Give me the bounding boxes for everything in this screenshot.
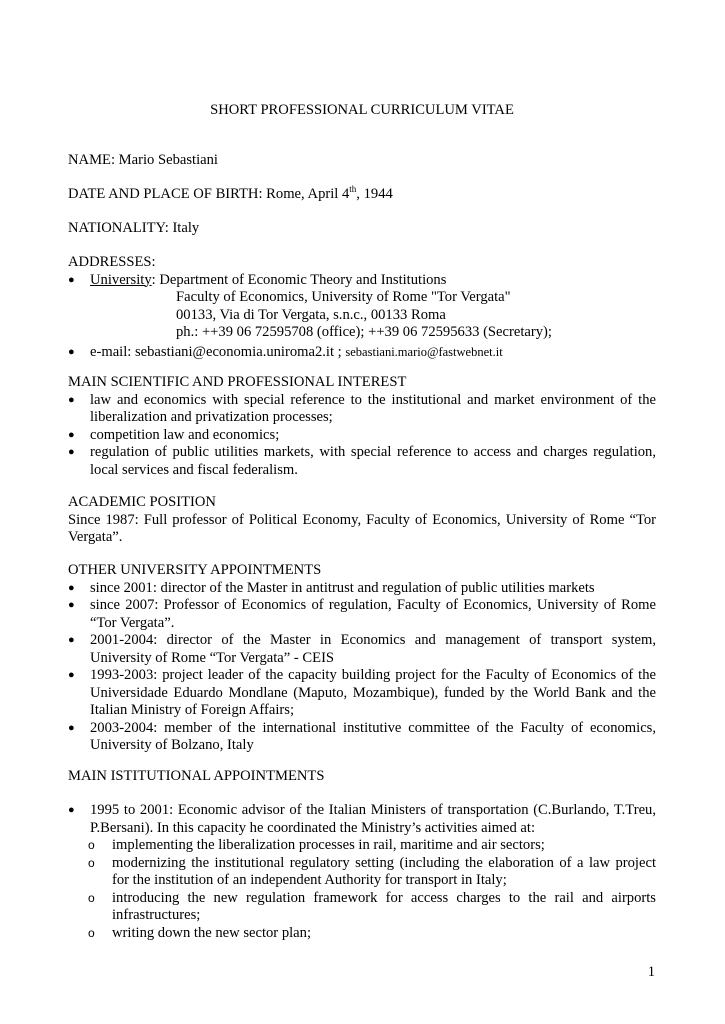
email-alt: sebastiani.mario@fastwebnet.it [345,344,503,359]
list-item [68,720,656,755]
list-item [68,392,656,427]
list-item-text: 2003-2004: member of the international institutive committee of the Faculty of economics, University of Bolzano, Italy [90,719,656,753]
bullet-icon: ● [68,446,75,458]
sub-list-item [68,855,656,890]
sub-list-item-text: modernizing the institutional regulatory setting (including the elaboration of a law project for the institution of an independent Authority for transport in Italy; [112,854,656,888]
list-item [68,427,656,445]
sub-list-item [68,837,656,855]
list-item [68,580,656,598]
list-item-text: 1995 to 2001: Economic advisor of the Italian Ministers of transportation (C.Burlando, T.Treu, P.Bersani). In this capacity he coordinated the Ministry’s activities aimed at: [90,802,656,836]
bullet-icon: ● [68,393,75,406]
bullet-icon: ● [68,273,75,286]
list-item [68,632,656,667]
bullet-icon: ● [68,345,75,358]
circle-bullet-icon: o [88,890,95,905]
interest-heading: MAIN SCIENTIFIC AND PROFESSIONAL INTEREST [68,374,407,390]
list-item-text: since 2001: director of the Master in antitrust and regulation of public utilities markets [90,579,595,596]
academic-heading: ACADEMIC POSITION [68,494,216,510]
academic-text: Since 1987: Full professor of Political Economy, Faculty of Economics, University of Rome “Tor Vergata”. [68,511,656,545]
circle-bullet-icon: o [88,925,95,940]
circle-bullet-icon: o [88,855,95,870]
name-line: NAME: Mario Sebastiani [68,152,218,168]
list-item [68,597,656,632]
sub-list-item-text: implementing the liberalization processes in rail, maritime and air sectors; [112,837,545,853]
university-line: Faculty of Economics, University of Rome "Tor Vergata" [176,289,511,305]
institutional-heading: MAIN ISTITUTIONAL APPOINTMENTS [68,768,325,784]
bullet-icon: ● [68,804,75,816]
birth-line [68,186,656,204]
university-label: University [90,271,152,288]
sub-list-item [68,925,656,943]
email-main: e-mail: sebastiani@economia.uniroma2.it ; [90,343,346,360]
list-item-text: regulation of public utilities markets, with special reference to access and charges regulation, local services and fiscal federalism. [90,444,656,478]
list-item-text: competition law and economics; [90,426,280,443]
bullet-icon: ● [68,581,75,594]
list-item [68,667,656,720]
bullet-icon: ● [68,428,75,441]
list-item-text: 2001-2004: director of the Master in Economics and management of transport system, University of Rome “Tor Vergata” - CEIS [90,632,656,666]
academic-section [68,494,656,547]
sub-list-item-text: writing down the new sector plan; [112,924,311,941]
list-item-text: since 2007: Professor of Economics of regulation, Faculty of Economics, University of Rome “Tor Vergata”. [90,597,656,631]
nationality-line: NATIONALITY: Italy [68,220,200,236]
interest-section [68,374,656,479]
list-item [68,444,656,479]
sub-list-item [68,890,656,925]
list-item-text: law and economics with special reference to the institutional and market environment of the liberalization and privatization processes; [90,391,656,425]
university-line: ph.: ++39 06 72595708 (office); ++39 06 72595633 (Secretary); [176,324,552,340]
list-item [68,802,656,837]
institutional-section [68,802,656,942]
birth-label: DATE AND PLACE OF BIRTH: Rome, April 4 [68,186,350,202]
university-address [68,272,656,342]
other-heading: OTHER UNIVERSITY APPOINTMENTS [68,562,322,578]
circle-bullet-icon: o [88,838,95,852]
addresses-heading: ADDRESSES: [68,254,156,270]
bullet-icon: ● [68,669,75,681]
list-item-text: 1993-2003: project leader of the capacity building project for the Faculty of Economics of the Universidade Eduardo Mondlane (Maputo, Mozambique), funded by the World Bank and the Italian Ministry of Foreign Affairs; [90,667,656,718]
birth-ordinal: th [349,184,357,195]
bullet-icon: ● [68,721,75,734]
university-line: 00133, Via di Tor Vergata, s.n.c., 00133 Roma [176,306,446,323]
birth-year: , 1944 [356,186,393,202]
other-appointments-section [68,562,656,755]
sub-list-item-text: introducing the new regulation framework for access charges to the rail and airports infrastructures; [112,889,656,923]
addresses-section [68,254,656,361]
university-dept: : Department of Economic Theory and Institutions [151,271,447,288]
email-address [68,344,656,362]
document-title: SHORT PROFESSIONAL CURRICULUM VITAE [210,102,514,118]
bullet-icon: ● [68,634,75,646]
page-number: 1 [647,964,655,980]
bullet-icon: ● [68,599,75,611]
